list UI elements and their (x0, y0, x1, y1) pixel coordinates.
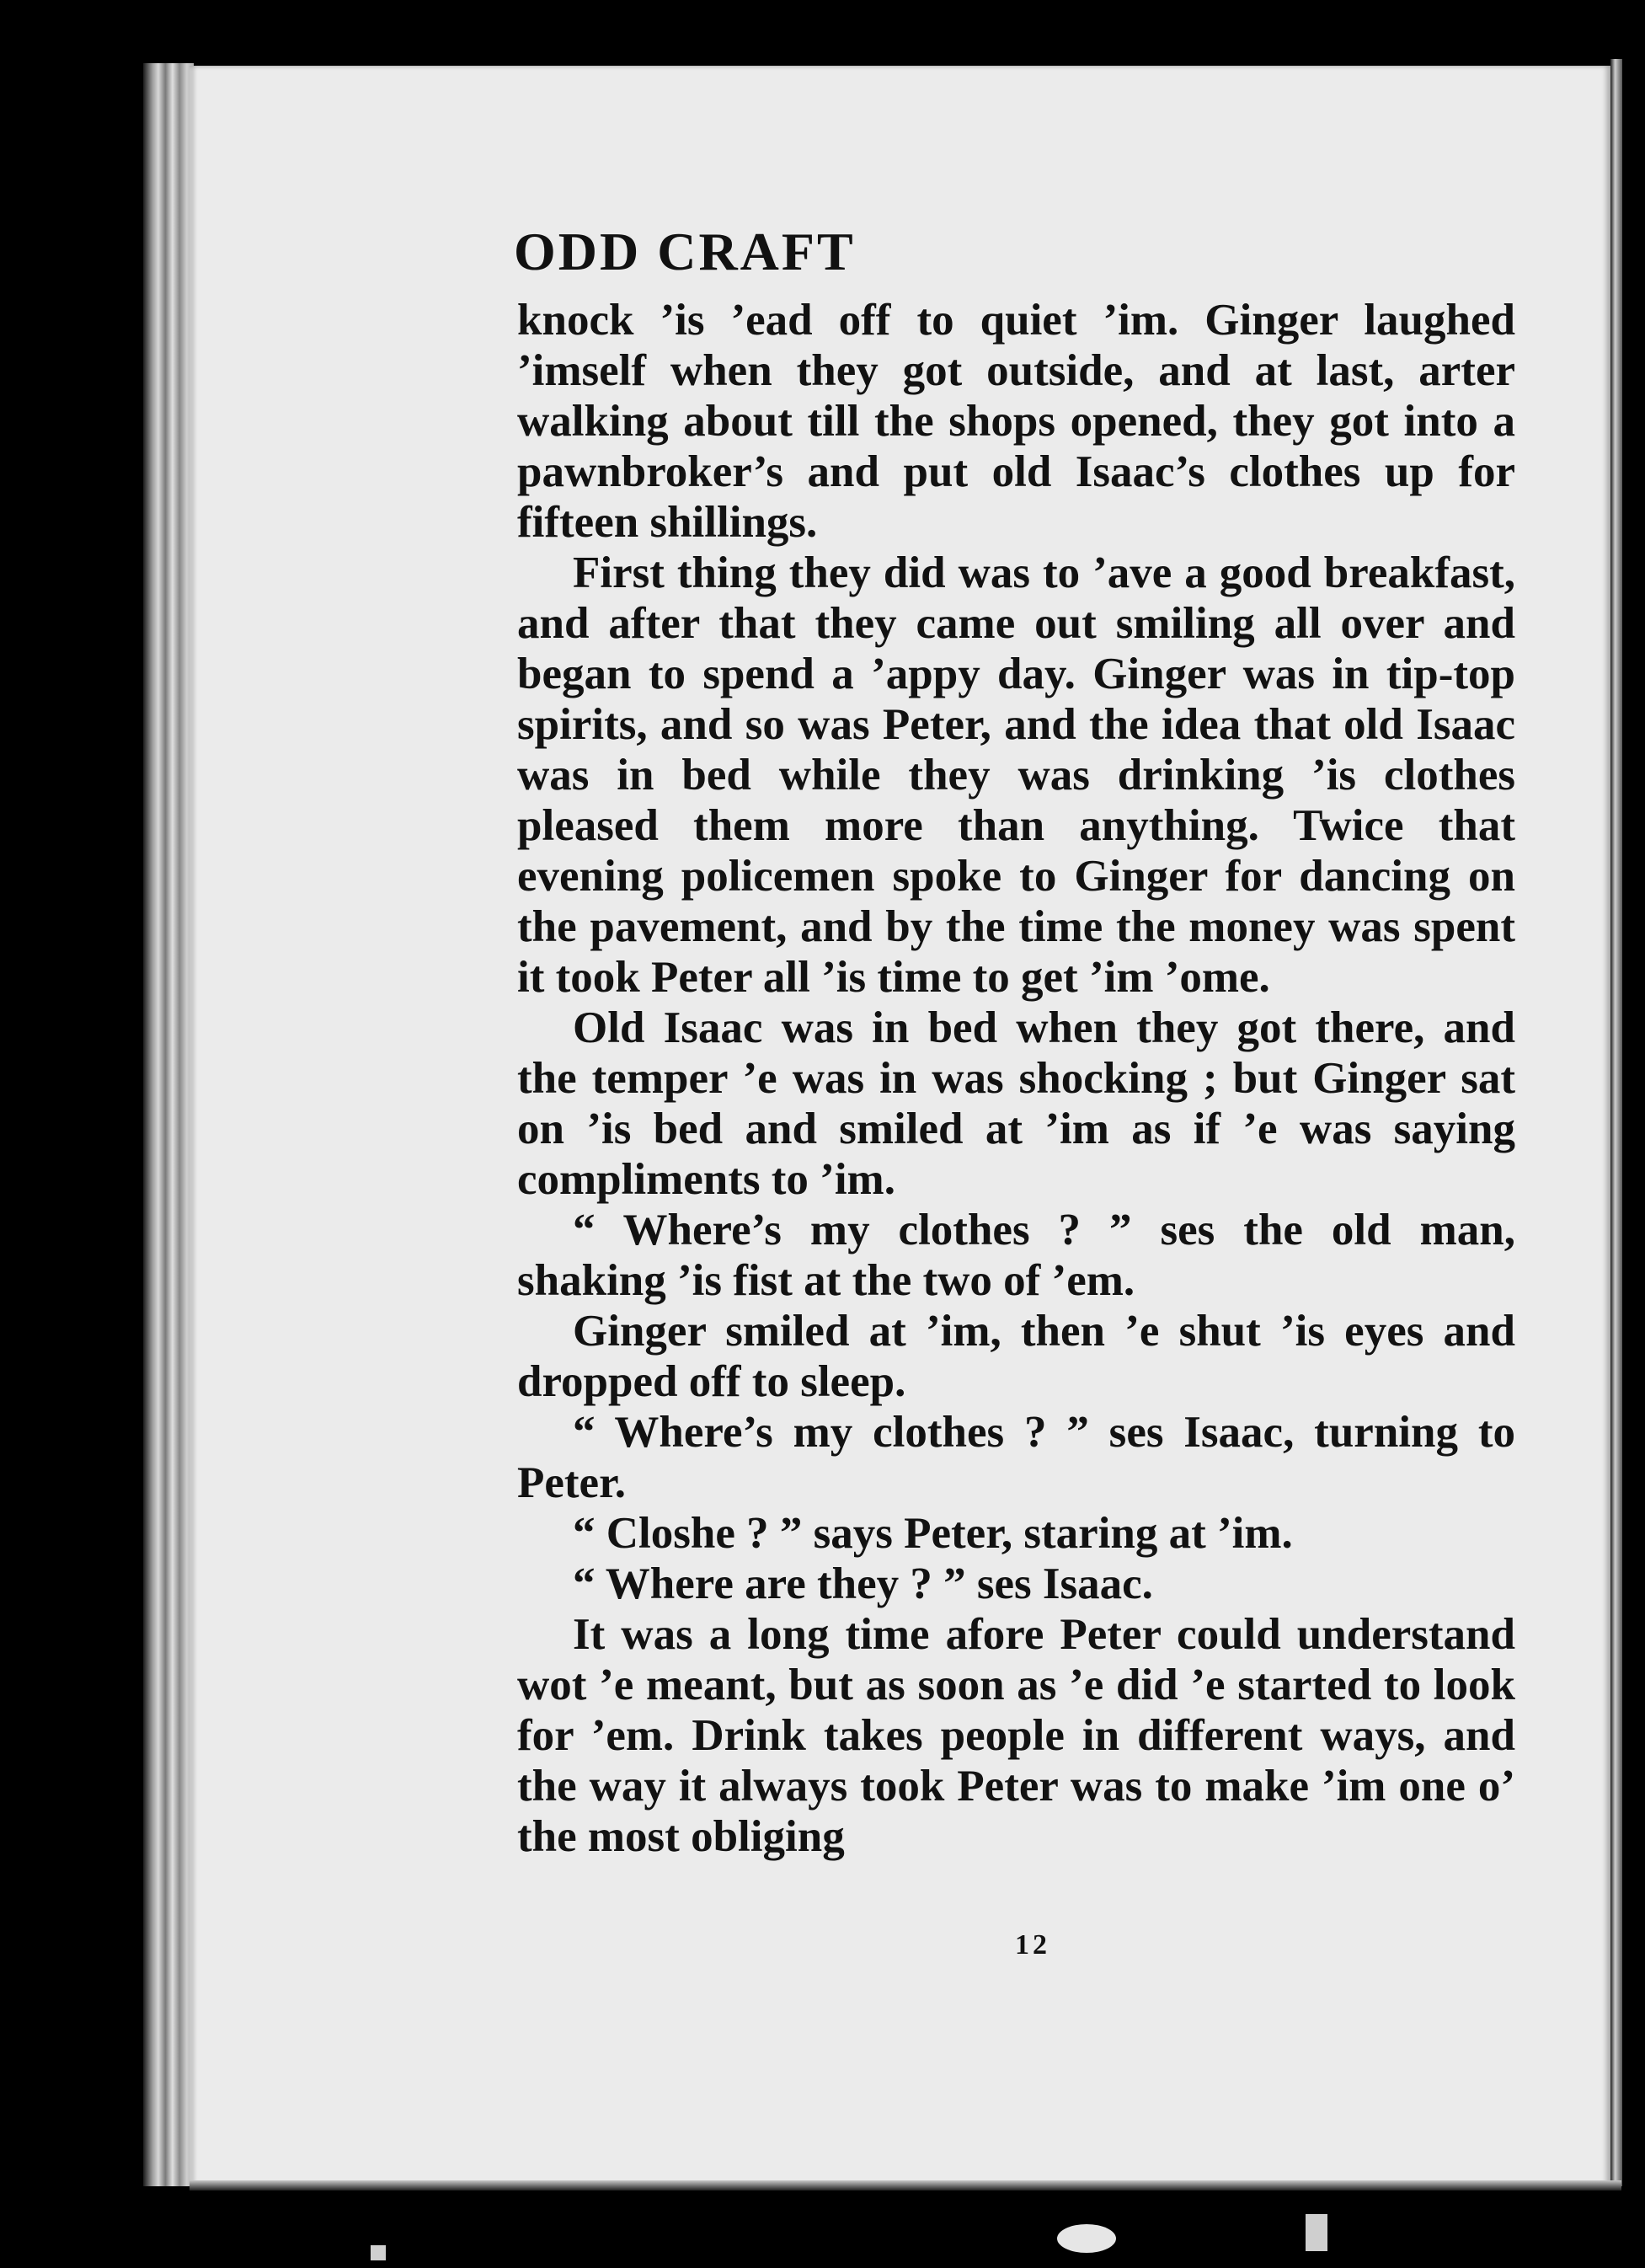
body-text (517, 295, 1515, 1862)
scan-artifact (1057, 2224, 1116, 2253)
book-binding (143, 63, 194, 2186)
paragraph: It was a long time afore Peter could understand wot ’e meant, but as soon as ’e did ’e started to look for ’em. Drink takes people in different ways, and the way it always took Peter was to make ’im one o’ the most obliging (517, 1610, 1515, 1861)
paragraph: Ginger smiled at ’im, then ’e shut ’is eyes and dropped off to sleep. (517, 1307, 1515, 1406)
running-head: ODD CRAFT (514, 222, 856, 281)
page-right-edge (1610, 59, 1622, 2186)
paragraph: knock ’is ’ead off to quiet ’im. Ginger laughed ’imself when they got outside, and at last, arter walking about till the shops opened, they got into a pawnbroker’s and put old Isaac’s clothes up for fifteen shillings. (517, 296, 1515, 547)
paragraph: Old Isaac was in bed when they got there, and the temper ’e was in was shocking ; but Ginger sat on ’is bed and smiled at ’im as if ’e was saying compliments to ’im. (517, 1003, 1515, 1204)
scan-artifact (371, 2245, 386, 2260)
paragraph: “ Closhe ? ” says Peter, staring at ’im. (573, 1509, 1293, 1558)
paragraph: “ Where are they ? ” ses Isaac. (573, 1559, 1153, 1608)
scan-artifact (1306, 2214, 1327, 2251)
page-bottom-edge (190, 2180, 1621, 2190)
paragraph: “ Where’s my clothes ? ” ses Isaac, turning to Peter. (517, 1408, 1515, 1507)
paragraph: First thing they did was to ’ave a good breakfast, and after that they came out smiling all over and began to spend a ’appy day. Ginger was in tip-top spirits, and so was Peter, and the idea that old Isaac was in bed while they was drinking ’is clothes pleased them more than anything. Twice that evening policemen spoke to Ginger for dancing on the pavement, and by the time the money was spent it took Peter all ’is time to get ’im ’ome. (517, 548, 1515, 1002)
page-number: 12 (1015, 1929, 1050, 1960)
paragraph: “ Where’s my clothes ? ” ses the old man, shaking ’is fist at the two of ’em. (517, 1206, 1515, 1305)
